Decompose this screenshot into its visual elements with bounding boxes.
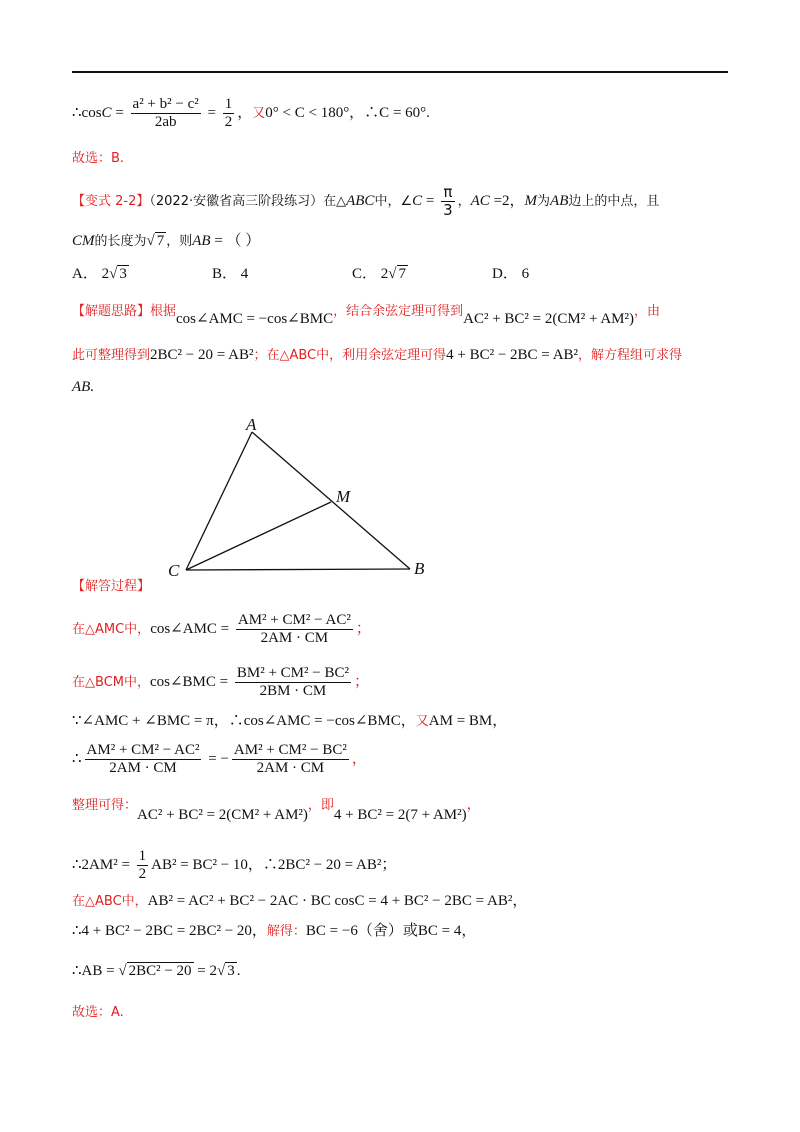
- opt-b-pre: 4: [240, 266, 249, 282]
- s1-lhs: cos∠AMC =: [150, 620, 233, 637]
- step-7: [72, 890, 728, 913]
- s5-end: ，: [466, 798, 481, 813]
- s9-rad: 2BC² − 20: [128, 963, 192, 979]
- idea-t3: 此可整理得到: [72, 348, 151, 363]
- s7-red: 在△ABC中，: [72, 894, 148, 909]
- option-d: [492, 262, 529, 283]
- s5-red2: ，即: [307, 798, 334, 813]
- idea-line-1: [72, 300, 728, 327]
- s2-lhs: cos∠BMC =: [149, 673, 232, 690]
- p-then: ，则: [166, 234, 193, 249]
- p-c: C: [412, 193, 423, 209]
- eq2: =: [203, 104, 220, 121]
- median-cm: [186, 502, 331, 570]
- s8-red: 解得：: [266, 924, 306, 939]
- half-num: 1: [224, 96, 233, 112]
- problem-line-1: [72, 184, 728, 219]
- p-t4: =2，: [489, 193, 525, 209]
- option-c: C． 2√ 7: [352, 266, 406, 282]
- p-t2: =: [422, 193, 439, 209]
- idea-m3: 2BC² − 20 = AB²: [150, 347, 254, 363]
- opt-c-label: C．: [352, 266, 378, 282]
- answer-line-2: 故选：A.: [72, 1005, 124, 1020]
- eq: =: [111, 104, 128, 121]
- s2-frac: [235, 665, 351, 700]
- s8-b: BC = −6（舍）或BC = 4，: [305, 923, 477, 939]
- s2-end: ；: [353, 673, 369, 690]
- p-ac: AC: [470, 193, 490, 209]
- s6-b: AB² = BC² − 10，∴2BC² − 20 = AB²；: [151, 856, 397, 873]
- step-9: ∴AB = √ 2BC² − 20 = 2√ 3 .: [72, 963, 241, 979]
- opt-a-rad: 3: [119, 266, 127, 282]
- s3-b: AM = BM，: [428, 713, 508, 729]
- s2-red: 在△BCM中，: [72, 674, 150, 690]
- triangle-figure: [160, 412, 450, 584]
- therefore-cos: ∴cos: [72, 104, 102, 121]
- comma: ，: [237, 104, 253, 121]
- angle-range: 0° < C < 180°，∴C = 60°.: [265, 104, 430, 121]
- step-3: [72, 710, 728, 733]
- pi-over-3: [441, 184, 455, 219]
- cos-fraction: [131, 96, 201, 131]
- idea-line-3: [72, 376, 728, 398]
- opt-b-label: B．: [212, 266, 238, 282]
- s4-frac2: [232, 742, 349, 777]
- also-text: 又: [252, 105, 266, 121]
- step-8: [72, 920, 728, 943]
- half-den: 2: [224, 114, 233, 130]
- header-rule: [72, 71, 728, 73]
- s4-end: ，: [351, 750, 367, 767]
- idea-m4: 4 + BC² − 2BC = AB²: [446, 347, 579, 363]
- label-a: A: [246, 415, 257, 434]
- step-6: [72, 848, 728, 883]
- s1-red: 在△AMC中，: [72, 621, 151, 637]
- s7-m: AB² = AC² + BC² − 2AC · BC cosC = 4 + BC² − 2BC = AB²，: [147, 893, 528, 909]
- s1-den: 2AM · CM: [260, 630, 329, 646]
- s3-a: ∵∠AMC + ∠BMC = π，∴cos∠AMC = −cos∠BMC，: [72, 713, 416, 729]
- idea-m1: cos∠AMC = −cos∠BMC: [176, 311, 334, 327]
- s4-num2: AM² + CM² − BC²: [233, 742, 347, 758]
- answer-line-1: 故选：B.: [72, 151, 125, 166]
- var-c: C: [101, 104, 112, 121]
- opt-c-pre: 2: [380, 266, 389, 282]
- s1-num: AM² + CM² − AC²: [237, 612, 351, 628]
- step-5: [72, 794, 728, 823]
- step-1: [72, 612, 728, 647]
- s6-hd: 2: [138, 866, 147, 882]
- s6-half: [137, 848, 149, 883]
- s5-m2: 4 + BC² = 2(7 + AM²): [333, 807, 467, 823]
- idea-m2: AC² + BC² = 2(CM² + AM²): [463, 311, 634, 327]
- s9-b: = 2: [193, 963, 218, 979]
- s6-hn: 1: [138, 848, 147, 864]
- s4-mid: = −: [204, 750, 229, 767]
- s3-red: 又: [415, 714, 429, 729]
- s5-red1: 整理可得：: [72, 798, 138, 813]
- idea-m5: AB.: [72, 379, 95, 395]
- frac-den: 2ab: [154, 114, 177, 130]
- half-fraction: [223, 96, 235, 131]
- label-m: M: [336, 487, 351, 506]
- tri-abc: ABC: [346, 193, 375, 209]
- step-2: [72, 665, 728, 700]
- s9-a: ∴AB =: [72, 963, 119, 979]
- pi: π: [441, 184, 455, 202]
- p-t6: 边上的中点，且: [568, 194, 660, 209]
- s9-rad2: 3: [227, 963, 235, 979]
- process-tag: 【解答过程】: [72, 579, 151, 594]
- p-t5: 为: [537, 194, 551, 209]
- p-sqrt7: 7: [156, 233, 165, 249]
- s5-m1: AC² + BC² = 2(CM² + AM²): [137, 807, 308, 823]
- idea-line-2: [72, 344, 728, 367]
- side-cb: [186, 569, 410, 570]
- s8-a: ∴4 + BC² − 2BC = 2BC² − 20，: [72, 923, 267, 939]
- side-ab: [252, 432, 410, 569]
- opt-c-rad: 7: [398, 266, 406, 282]
- s4-frac1: [85, 742, 202, 777]
- conclusion-line-1: [72, 96, 728, 131]
- s4-a: ∴: [72, 750, 82, 767]
- s6-a: ∴2AM² =: [72, 856, 134, 873]
- p-t1: 中，∠: [374, 194, 413, 209]
- side-ac: [186, 432, 252, 570]
- opt-a-label: A．: [72, 266, 98, 282]
- problem-line-2: CM的长度为√ 7 ，则AB = （ ）: [72, 233, 261, 249]
- p-m: M: [524, 193, 538, 209]
- p-len: 的长度为: [94, 234, 147, 249]
- idea-t5: ，解方程组可求得: [578, 348, 683, 363]
- opt-d-label: D．: [492, 266, 518, 282]
- p-blank: = （ ）: [210, 233, 261, 249]
- option-a: A． 2√ 3: [72, 266, 127, 282]
- s4-den1: 2AM · CM: [109, 760, 177, 776]
- s2-num: BM² + CM² − BC²: [236, 665, 349, 681]
- step-4: [72, 742, 728, 777]
- frac-num: a² + b² − c²: [132, 96, 199, 112]
- s4-den2: 2AM · CM: [256, 760, 325, 776]
- idea-t1: ，结合余弦定理可得到: [333, 304, 464, 319]
- s9-c: .: [236, 963, 241, 979]
- idea-tag: 【解题思路】根据: [72, 304, 177, 319]
- p-ab: AB: [550, 193, 569, 209]
- problem-source: （2022·安徽省高三阶段练习）在△: [149, 194, 347, 209]
- p-ab2: AB: [192, 233, 211, 249]
- s1-frac: [236, 612, 353, 647]
- p-t3: ，: [457, 194, 471, 209]
- label-c: C: [168, 561, 180, 580]
- opt-a-pre: 2: [101, 266, 110, 282]
- three: 3: [443, 201, 453, 219]
- label-b: B: [414, 559, 425, 578]
- idea-t2: ，由: [634, 304, 661, 319]
- s1-end: ；: [355, 620, 371, 637]
- s4-num1: AM² + CM² − AC²: [86, 742, 200, 758]
- option-b: [212, 262, 248, 283]
- opt-d-pre: 6: [521, 266, 530, 282]
- idea-t4: ；在△ABC中，利用余弦定理可得: [253, 348, 447, 363]
- p-cm: CM: [72, 233, 95, 249]
- s2-den: 2BM · CM: [259, 683, 327, 699]
- problem-tag: 【变式 2-2】: [72, 194, 150, 209]
